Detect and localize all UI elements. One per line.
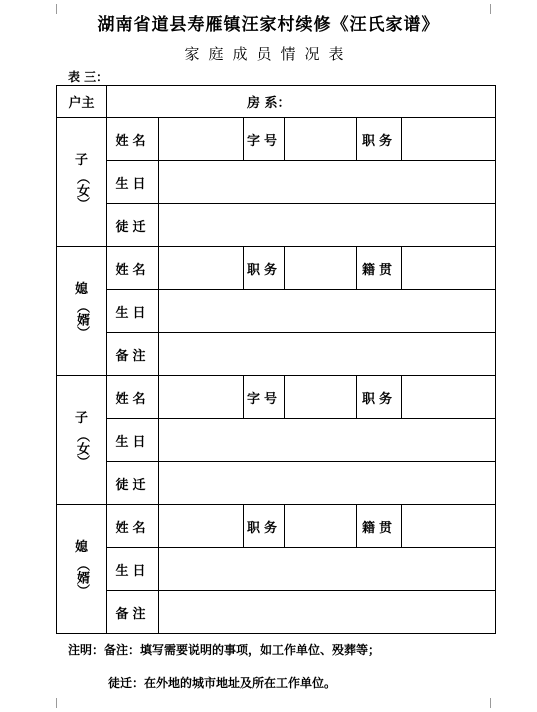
migration-label: 徒迁 bbox=[107, 204, 159, 247]
value-field[interactable] bbox=[285, 247, 357, 290]
side-label bbox=[57, 376, 107, 505]
side-label bbox=[57, 505, 107, 634]
name-label: 姓名 bbox=[107, 118, 159, 161]
name-field[interactable] bbox=[159, 247, 244, 290]
birthday-label: 生日 bbox=[107, 548, 159, 591]
birthday-field[interactable] bbox=[159, 548, 496, 591]
side-label-paren: （婿） bbox=[74, 558, 89, 597]
birthday-label: 生日 bbox=[107, 161, 159, 204]
birthday-label: 生日 bbox=[107, 419, 159, 462]
note-line-2: 徒迁：在外地的城市地址及所在工作单位。 bbox=[108, 676, 337, 690]
document-subtitle: 家庭成员情况表 bbox=[184, 45, 353, 63]
crop-mark-bottom-right bbox=[480, 698, 491, 708]
value-field[interactable] bbox=[402, 376, 496, 419]
migration-field[interactable] bbox=[159, 462, 496, 505]
value-field[interactable] bbox=[402, 505, 496, 548]
side-label-top: 媳 bbox=[74, 282, 88, 297]
side-label-top: 媳 bbox=[74, 540, 88, 555]
table-row bbox=[57, 376, 496, 419]
side-label bbox=[57, 118, 107, 247]
value-field[interactable] bbox=[285, 376, 357, 419]
birthday-label: 生日 bbox=[107, 290, 159, 333]
table-row bbox=[57, 247, 496, 290]
name-field[interactable] bbox=[159, 376, 244, 419]
table-row bbox=[57, 204, 496, 247]
relation-label: 房 系： bbox=[107, 86, 496, 118]
side-label bbox=[57, 247, 107, 376]
table-row bbox=[57, 591, 496, 634]
birthday-field[interactable] bbox=[159, 419, 496, 462]
note-line-1: 注明：备注：填写需要说明的事项，如工作单位、殁葬等； bbox=[68, 643, 381, 657]
family-member-form bbox=[56, 85, 496, 634]
table-row bbox=[57, 161, 496, 204]
side-label-top: 子 bbox=[74, 411, 88, 426]
birthday-field[interactable] bbox=[159, 290, 496, 333]
table-row bbox=[57, 290, 496, 333]
table-row bbox=[57, 548, 496, 591]
value-field[interactable] bbox=[285, 118, 357, 161]
table-number: 表 三： bbox=[68, 70, 109, 84]
field-label: 字号 bbox=[244, 118, 285, 161]
field-label: 职务 bbox=[244, 505, 285, 548]
table-row bbox=[57, 118, 496, 161]
remarks-label: 备注 bbox=[107, 591, 159, 634]
crop-mark-bottom-left bbox=[56, 698, 67, 708]
birthday-field[interactable] bbox=[159, 161, 496, 204]
table-row bbox=[57, 419, 496, 462]
field-label: 职务 bbox=[244, 247, 285, 290]
name-label: 姓名 bbox=[107, 247, 159, 290]
value-field[interactable] bbox=[402, 118, 496, 161]
value-field[interactable] bbox=[402, 247, 496, 290]
table-row bbox=[57, 333, 496, 376]
migration-label: 徒迁 bbox=[107, 462, 159, 505]
migration-field[interactable] bbox=[159, 204, 496, 247]
field-label: 字号 bbox=[244, 376, 285, 419]
name-label: 姓名 bbox=[107, 376, 159, 419]
name-field[interactable] bbox=[159, 118, 244, 161]
field-label: 职务 bbox=[357, 376, 402, 419]
field-label: 职务 bbox=[357, 118, 402, 161]
name-field[interactable] bbox=[159, 505, 244, 548]
field-label: 籍贯 bbox=[357, 247, 402, 290]
side-label-paren: （女） bbox=[74, 171, 89, 210]
remarks-label: 备注 bbox=[107, 333, 159, 376]
householder-label: 户主 bbox=[57, 86, 107, 118]
remarks-field[interactable] bbox=[159, 333, 496, 376]
side-label-paren: （婿） bbox=[74, 300, 89, 339]
name-label: 姓名 bbox=[107, 505, 159, 548]
value-field[interactable] bbox=[285, 505, 357, 548]
header-row bbox=[57, 86, 496, 118]
side-label-top: 子 bbox=[74, 153, 88, 168]
table-row bbox=[57, 462, 496, 505]
remarks-field[interactable] bbox=[159, 591, 496, 634]
side-label-paren: （女） bbox=[74, 429, 89, 468]
document-title: 湖南省道县寿雁镇汪家村续修《汪氏家谱》 bbox=[97, 15, 440, 35]
field-label: 籍贯 bbox=[357, 505, 402, 548]
table-row bbox=[57, 505, 496, 548]
